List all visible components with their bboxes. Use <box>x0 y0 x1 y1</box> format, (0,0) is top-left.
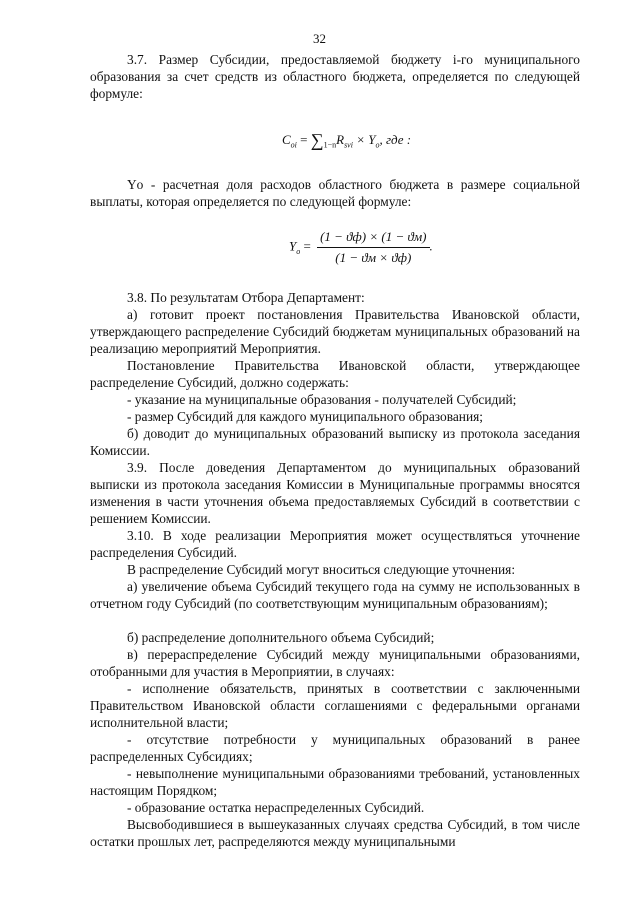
formula1-sum-sub: 1−n <box>323 140 337 150</box>
formula1-r-sub: svi <box>344 140 353 150</box>
formula2-eq: = <box>300 238 315 254</box>
paragraph-clarifications: В распределение Субсидий могут вноситься следующие уточнения: <box>127 562 516 577</box>
formula2-lhs-sub: o <box>296 247 301 257</box>
formula1-eq: = <box>296 132 311 147</box>
clarification-a: а) увеличение объема Субсидий текущего года на сумму не использованных в отчетном году Субсидий (по соответствующим муниципальным образованиям); <box>90 579 580 612</box>
formula1-tail: , где : <box>379 132 412 147</box>
formula1-times-y: × Y <box>352 132 376 147</box>
paragraph-3-8-b: б) доводит до муниципальных образований выписку из протокола заседания Комиссии. <box>90 426 580 459</box>
case-no-need: - отсутствие потребности у муниципальных образований в ранее распределенных Субсидиях; <box>90 732 580 765</box>
case-non-compliance: - невыполнение муниципальными образованиями требований, установленных настоящим Порядком; <box>90 766 580 799</box>
list-item-recipients: - указание на муниципальные образования - получателей Субсидий; <box>127 392 517 407</box>
paragraph-3-8: 3.8. По результатам Отбора Департамент: <box>127 290 365 305</box>
case-remainder: - образование остатка нераспределенных Субсидий. <box>127 800 425 815</box>
page-number: 32 <box>313 31 326 46</box>
formula2-fraction <box>317 229 429 266</box>
list-item-amounts: - размер Субсидий для каждого муниципального образования; <box>127 409 484 424</box>
formula1-r: R <box>336 132 345 147</box>
paragraph-3-8-a: а) готовит проект постановления Правительства Ивановской области, утверждающего распределение Субсидий бюджетам муниципальных образований на реализацию мероприятий Мероприятия. <box>90 307 580 357</box>
formula-subsidy-size <box>282 130 411 151</box>
formula2-denominator: (1 − ϑм × ϑф) <box>335 250 412 265</box>
formula1-lhs: C <box>282 132 291 147</box>
case-obligations: - исполнение обязательств, принятых в соответствии с заключенными Правительством Ивановской области соглашениями с федеральными органами исполнительной власти; <box>90 681 580 731</box>
formula2-tail: . <box>429 238 433 254</box>
paragraph-3-7: 3.7. Размер Субсидии, предоставляемой бюджету i-го муниципального образования за счет средств из областного бюджета, определяется по следующей формуле: <box>90 52 580 102</box>
formula1-y-sub: o <box>375 140 380 150</box>
formula1-sum-sign: ∑ <box>310 130 324 150</box>
paragraph-3-10: 3.10. В ходе реализации Мероприятия может осуществляться уточнение распределения Субсидий. <box>90 528 580 561</box>
formula2-lhs: Y <box>289 238 297 254</box>
formula-share <box>289 229 433 266</box>
paragraph-resolution: Постановление Правительства Ивановской области, утверждающее распределение Субсидий, должно содержать: <box>90 358 580 391</box>
clarification-v: в) перераспределение Субсидий между муниципальными образованиями, отобранными для участия в Мероприятии, в случаях: <box>90 647 580 680</box>
formula1-lhs-sub: oi <box>290 140 297 150</box>
formula2-numerator: (1 − ϑф) × (1 − ϑм) <box>317 229 429 248</box>
paragraph-released-funds: Высвободившиеся в вышеуказанных случаях средства Субсидий, в том числе остатки прошлых лет, распределяются между муниципальными <box>90 817 580 850</box>
paragraph-3-9: 3.9. После доведения Департаментом до муниципальных образований выписки из протокола заседания Комиссии в Муниципальные программы вносятся изменения в части уточнения объема предоставляемых Субсидий в соответствии с решением Комиссии. <box>90 460 580 527</box>
clarification-b: б) распределение дополнительного объема Субсидий; <box>127 630 435 645</box>
paragraph-yo: Yо - расчетная доля расходов областного бюджета в размере социальной выплаты, которая определяется по следующей формуле: <box>90 177 580 210</box>
